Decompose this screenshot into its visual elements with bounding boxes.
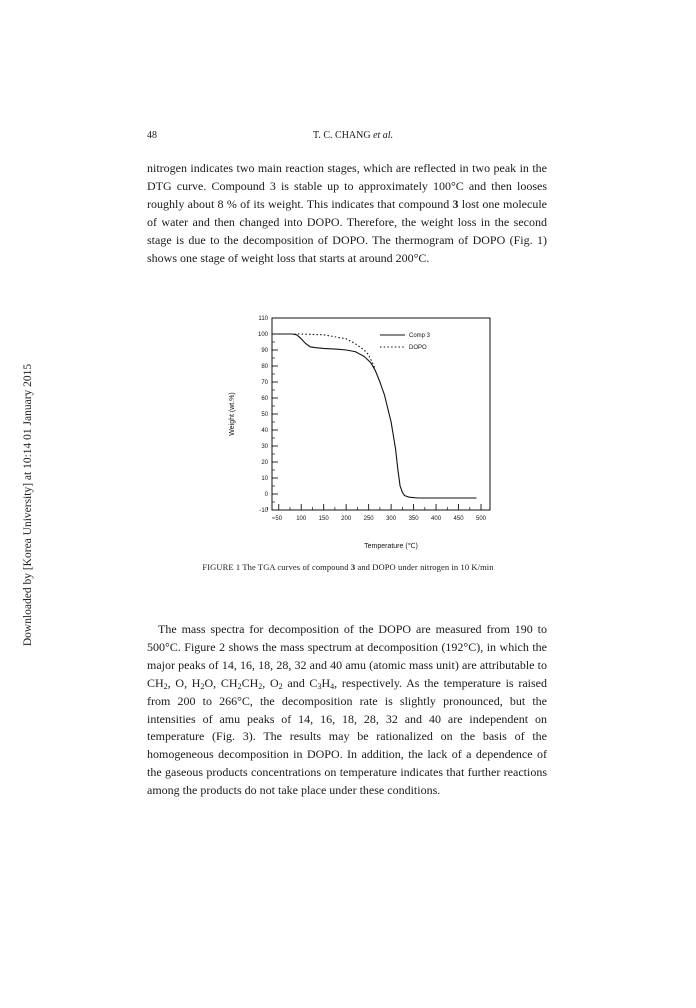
legend-label-2: DOPO: [409, 345, 427, 351]
paragraph-1-run: nitrogen indicates two main reaction stages, which are reflected in two peak in the DTG curve. Compound 3 is stable up to approximately 100°C and then looses roughly about 8 % of its weight. This indicates that compound: [147, 161, 547, 211]
y-axis-label: Weight (wt.%): [229, 392, 236, 436]
figure-caption: [0, 562, 696, 572]
x-tick-label: 50: [275, 516, 283, 522]
paragraph-2-run: 2: [278, 681, 283, 691]
x-tick-label: 300: [386, 516, 397, 522]
paragraph-2-run: 2: [200, 681, 205, 691]
x-tick-label: 350: [408, 516, 419, 522]
paragraph-2-run: 2: [163, 681, 168, 691]
y-tick-label: 110: [258, 316, 268, 322]
page-number: 48: [147, 130, 157, 141]
y-tick-label: 90: [261, 348, 268, 354]
y-tick-label: 80: [261, 364, 268, 370]
y-tick-label: 60: [261, 396, 268, 402]
y-tick-label: 10: [261, 476, 268, 482]
running-head: [313, 130, 393, 141]
series-line-1: [272, 334, 477, 498]
paragraph-2-run: , respectively. As the temperature is raised from 200 to 266°C, the decomposition rate is slightly pronounced, but the intensities of amu peaks of 14, 16, 18, 28, 32 and 40 are independent on temperature (Fig. 3). The results may be rationalized on the basis of the homogeneous decomposition in DOPO. In addition, the lack of a dependence of the gaseous products concentrations on temperature indicates that further reactions among the products do not take place under these conditions.: [147, 675, 547, 798]
paragraph-2-run: The mass spectra for decomposition of the DOPO are measured from 190 to 500°C. Figure 2 shows the mass spectrum at decomposition (192°C), in which the major peaks of 14, 16, 18, 28, 32 and 40 amu (atomic mass unit) are attributable to CH: [147, 622, 547, 690]
x-tick-label: 450: [453, 516, 464, 522]
paragraph-2-run: and C: [282, 675, 318, 690]
y-tick-label: 40: [261, 428, 268, 434]
y-tick-label: 20: [261, 460, 268, 466]
y-tick-label: -10: [259, 508, 268, 514]
x-tick-label: 100: [296, 516, 307, 522]
paragraph-2-run: , O, H: [167, 675, 201, 690]
caption-bold: 3: [350, 562, 356, 572]
download-watermark: Downloaded by [Korea University] at 10:14 01 January 2015: [22, 363, 34, 647]
paragraph-2-run: H: [321, 675, 331, 690]
paragraph-1-run: lost one molecule of water and then changed into DOPO. Therefore, the weight loss in the second stage is due to the decomposition of DOPO. The thermogram of DOPO (Fig. 1) shows one stage of weight loss that starts at around 200°C.: [147, 196, 547, 265]
caption-prefix: FIGURE 1 The TGA curves of compound: [202, 562, 351, 572]
paragraph-2: [147, 621, 547, 800]
y-tick-label: 100: [257, 332, 268, 338]
paragraph-1: [147, 160, 547, 267]
paragraph-2-run: 2: [258, 681, 263, 691]
paragraph-2-run: 2: [237, 681, 242, 691]
caption-suffix: and DOPO under nitrogen in 10 K/min: [355, 562, 494, 572]
y-tick-label: 70: [261, 380, 268, 386]
y-tick-label: 30: [261, 444, 268, 450]
plot-frame: [272, 318, 490, 510]
running-head-author: T. C. CHANG: [313, 130, 371, 141]
paragraph-2-run: 3: [317, 681, 322, 691]
x-tick-label: 150: [318, 516, 329, 522]
paragraph-2-run: CH: [241, 675, 259, 690]
x-tick-label: 400: [431, 516, 442, 522]
paragraph-1-run: 3: [452, 196, 459, 211]
page-header: [0, 130, 696, 146]
x-tick-label: 250: [363, 516, 374, 522]
x-axis-label: Temperature (℃): [364, 543, 418, 550]
y-tick-label: 50: [261, 412, 268, 418]
running-head-suffix: et al.: [373, 130, 394, 141]
x-tick-label: 200: [341, 516, 352, 522]
legend-label-1: Comp 3: [409, 333, 431, 339]
paragraph-2-run: O, CH: [204, 675, 238, 690]
paragraph-2-run: , O: [262, 675, 279, 690]
y-tick-label: 0: [264, 492, 268, 498]
series-line-2: [272, 334, 375, 369]
x-tick-label: 500: [476, 516, 487, 522]
paragraph-2-run: 4: [330, 681, 335, 691]
